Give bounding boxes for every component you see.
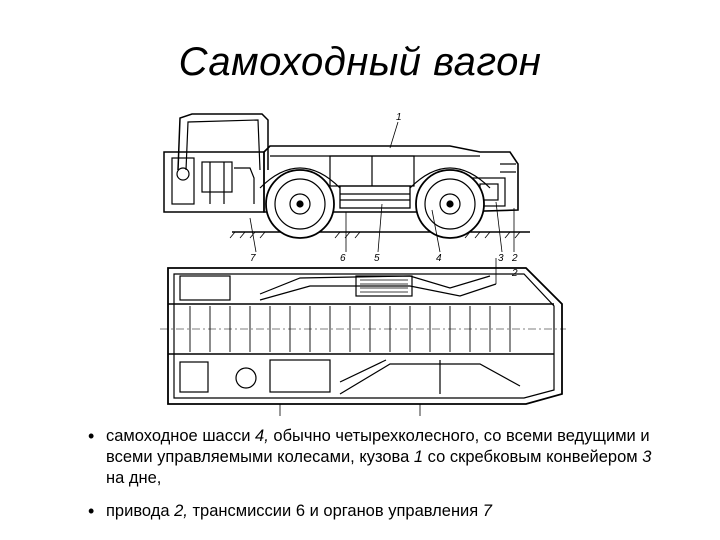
bullet-item-chassis: • самоходное шасси 4, обычно четырехколесного, со всеми ведущими и всеми управляемыми колесами, кузова 1 со скребковым конвейером 3 на дне, [88, 426, 668, 489]
callout-2-top: 2 [512, 268, 518, 279]
shuttle-car-drawing [150, 108, 570, 416]
callout-5: 5 [374, 253, 380, 264]
bullet-item-drive: • привода 2, трансмиссии 6 и органов управления 7 [88, 501, 668, 522]
side-view [164, 114, 530, 252]
plan-view [160, 258, 566, 416]
callout-3: 3 [498, 253, 504, 264]
callout-4: 4 [436, 253, 442, 264]
bullet-list [88, 426, 668, 534]
callout-7: 7 [250, 253, 256, 264]
slide-title: Самоходный вагон [178, 40, 542, 84]
callout-6: 6 [340, 253, 346, 264]
callout-2: 2 [512, 253, 518, 264]
callout-1: 1 [396, 112, 402, 123]
